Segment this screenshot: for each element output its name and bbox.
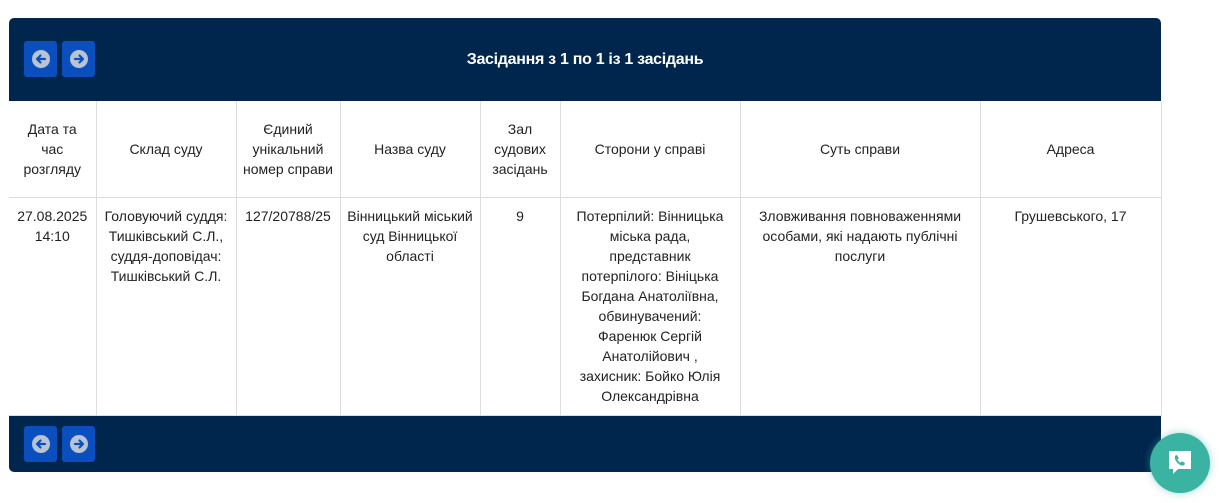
sessions-table: [9, 101, 1162, 416]
pagination-title: Засідання з 1 по 1 із 1 засідань: [466, 51, 704, 68]
cell-court-composition: Головуючий суддя: Тишківський С.Л., суддя-доповідач: Тишківський С.Л.: [96, 198, 236, 416]
pagination-controls-bottom: [24, 426, 95, 462]
next-page-button-bottom[interactable]: [62, 426, 95, 462]
cell-date-time: 27.08.2025 14:10: [9, 198, 96, 416]
column-header-date-time: Дата та час розгляду: [9, 101, 96, 198]
column-header-court-composition: Склад суду: [96, 101, 236, 198]
cell-address: Грушевського, 17: [980, 198, 1161, 416]
column-header-case-number: Єдиний унікальний номер справи: [236, 101, 340, 198]
cell-case-number: 127/20788/25: [236, 198, 340, 416]
pagination-footer: [9, 416, 1161, 472]
phone-chat-icon: [1166, 449, 1194, 477]
column-header-parties: Сторони у справі: [560, 101, 740, 198]
cell-parties: Потерпілий: Вінницька міська рада, представник потерпілого: Вініцька Богдана Анатоліївна, обвинувачений: Фаренюк Сергій Анатолійович , захисник: Бойко Юлія Олександрівна: [560, 198, 740, 416]
court-sessions-panel: [9, 18, 1161, 472]
pagination-header: [9, 18, 1161, 101]
cell-case-subject: Зловживання повноваженнями особами, які надають публічні послуги: [740, 198, 980, 416]
column-header-court-name: Назва суду: [340, 101, 480, 198]
chat-call-widget-button[interactable]: [1150, 433, 1210, 493]
arrow-circle-left-icon: [32, 435, 50, 453]
column-header-courtroom: Зал судових засідань: [480, 101, 560, 198]
column-header-address: Адреса: [980, 101, 1161, 198]
cell-court-name: Вінницький міський суд Вінницької області: [340, 198, 480, 416]
arrow-circle-right-icon: [70, 435, 88, 453]
cell-courtroom: 9: [480, 198, 560, 416]
table-header-row: [9, 101, 1161, 198]
prev-page-button-bottom[interactable]: [24, 426, 57, 462]
table-row: [9, 198, 1161, 416]
column-header-case-subject: Суть справи: [740, 101, 980, 198]
